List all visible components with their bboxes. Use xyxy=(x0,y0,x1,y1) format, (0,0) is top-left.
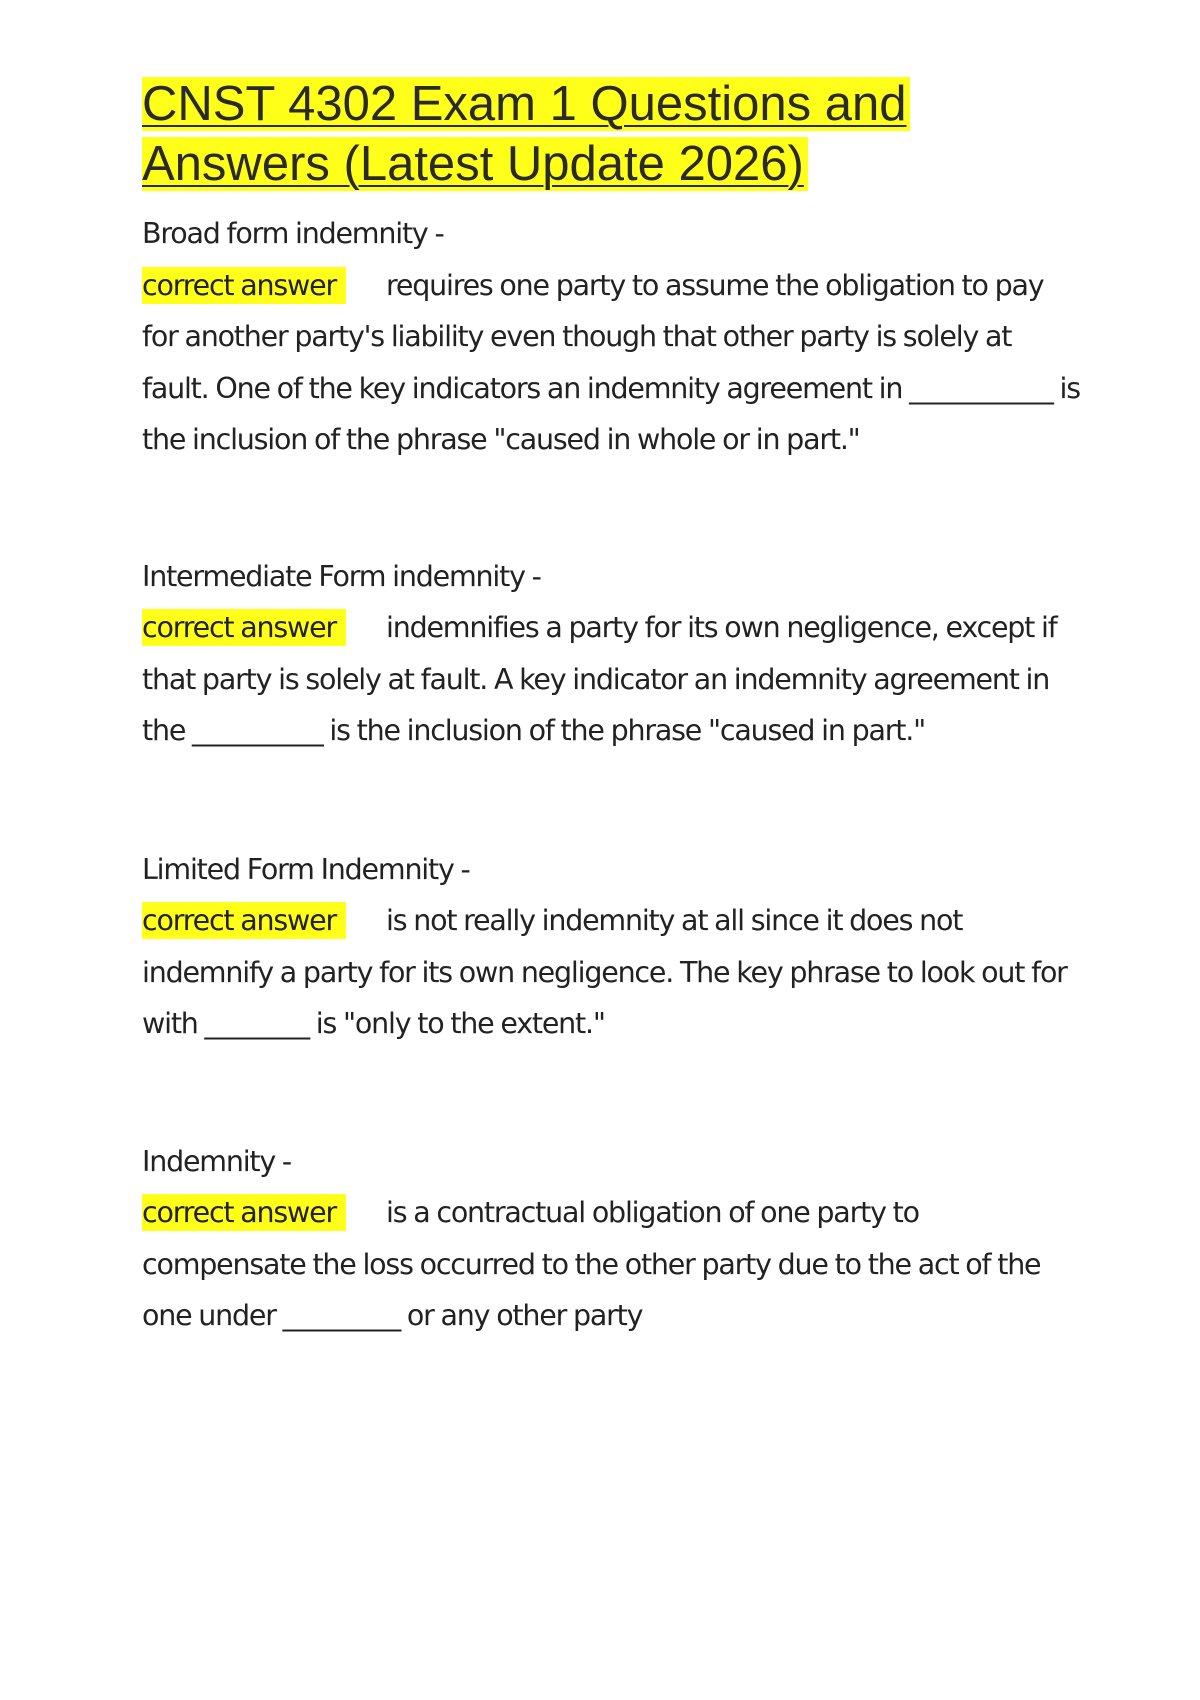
correct-answer-badge: correct answer xyxy=(142,902,346,939)
document-page xyxy=(142,74,1082,1342)
correct-answer-badge: correct answer xyxy=(142,609,346,646)
term-label: Broad form indemnity - xyxy=(142,217,444,250)
term-label: Limited Form Indemnity - xyxy=(142,852,470,886)
correct-answer-badge: correct answer xyxy=(142,267,346,304)
answer-body: indemnifies a party for its own negligence, except if that party is solely at fault. A key indicator an indemnity agreement in the __________ is the inclusion of the phrase "caused in part." xyxy=(142,611,1057,747)
answer-text xyxy=(142,1187,1082,1342)
answer-text xyxy=(142,602,1082,757)
term-label: Intermediate Form indemnity - xyxy=(142,559,541,593)
title-line-1: CNST 4302 Exam 1 Questions and xyxy=(142,77,910,131)
answer-text xyxy=(142,260,1082,466)
answer-text xyxy=(142,895,1082,1050)
qa-item-indemnity xyxy=(142,1136,1082,1342)
correct-answer-badge: correct answer xyxy=(142,1194,346,1231)
qa-item-intermediate-form xyxy=(142,551,1082,757)
answer-body: is a contractual obligation of one party to compensate the loss occurred to the other party due to the act of the one under _________ or any other party xyxy=(142,1196,1041,1332)
answer-body: is not really indemnity at all since it does not indemnify a party for its own negligence. The key phrase to look out for with ________ is "only to the extent." xyxy=(142,904,1067,1040)
answer-body: requires one party to assume the obligation to pay for another party's liability even though that other party is solely at fault. One of the key indicators an indemnity agreement in ___________ is the inclusion of the phrase "caused in whole or in part." xyxy=(142,268,1080,456)
term-label: Indemnity - xyxy=(142,1144,292,1178)
document-title xyxy=(142,74,1082,194)
qa-item-broad-form xyxy=(142,208,1082,466)
title-line-2: Answers (Latest Update 2026) xyxy=(142,137,808,191)
qa-item-limited-form xyxy=(142,844,1082,1050)
